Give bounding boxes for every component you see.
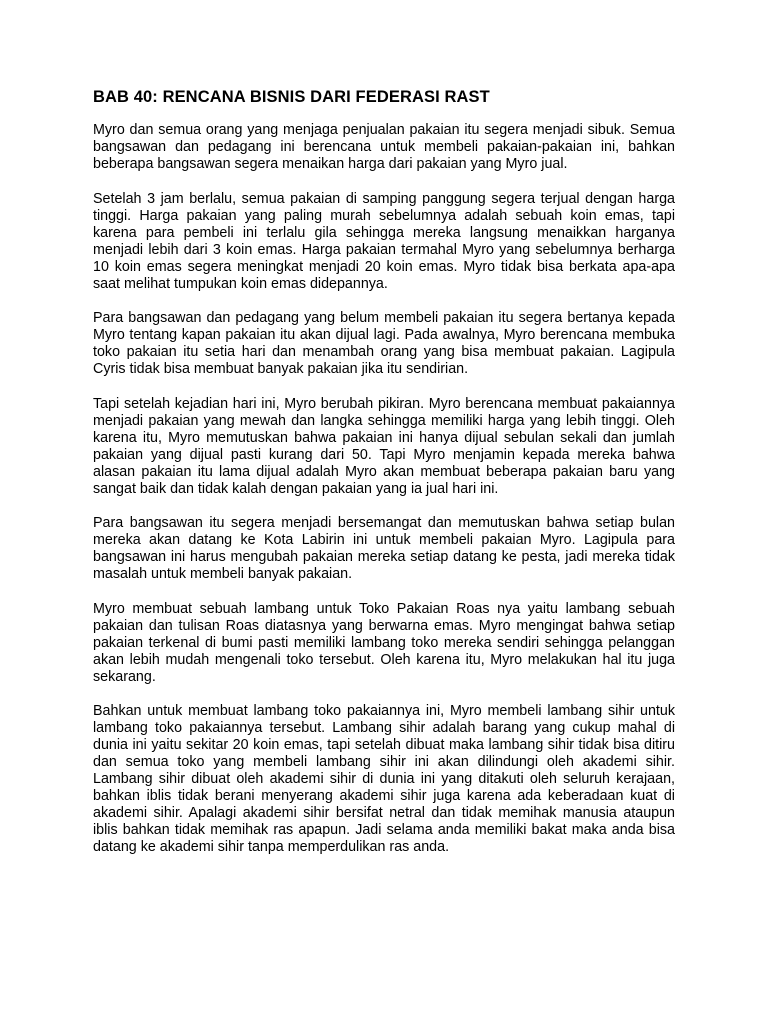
paragraph-1: Myro dan semua orang yang menjaga penjualan pakaian itu segera menjadi sibuk. Semua bangsawan dan pedagang ini berencana untuk membeli pakaian-pakaian ini, bahkan beberapa bangsawan segera menaikan harga dari pakaian yang Myro jual. (93, 122, 675, 172)
document-page (93, 87, 675, 874)
paragraph-3: Para bangsawan dan pedagang yang belum membeli pakaian itu segera bertanya kepada Myro tentang kapan pakaian itu akan dijual lagi. Pada awalnya, Myro berencana membuka toko pakaian itu setia hari dan menambah orang yang bisa membuat pakaian. Lagipula Cyris tidak bisa membuat banyak pakaian jika itu sendirian. (93, 310, 675, 377)
paragraph-4: Tapi setelah kejadian hari ini, Myro berubah pikiran. Myro berencana membuat pakaiannya menjadi pakaian yang mewah dan langka sehingga memiliki harga yang lebih tinggi. Oleh karena itu, Myro memutuskan bahwa pakaian ini hanya dijual sebulan sekali dan jumlah pakaian yang dijual pasti kurang dari 50. Tapi Myro menjamin kepada mereka bahwa alasan pakaian itu lama dijual adalah Myro akan membuat beberapa pakaian baru yang sangat baik dan tidak kalah dengan pakaian yang ia jual hari ini. (93, 395, 675, 497)
paragraph-5: Para bangsawan itu segera menjadi bersemangat dan memutuskan bahwa setiap bulan mereka akan datang ke Kota Labirin ini untuk membeli pakaian Myro. Lagipula para bangsawan ini harus mengubah pakaian mereka setiap datang ke pesta, jadi mereka tidak masalah untuk membeli banyak pakaian. (93, 515, 675, 582)
paragraph-6: Myro membuat sebuah lambang untuk Toko Pakaian Roas nya yaitu lambang sebuah pakaian dan tulisan Roas diatasnya yang berwarna emas. Myro mengingat bahwa setiap pakaian terkenal di bumi pasti memiliki lambang toko mereka sendiri sehingga pelanggan akan lebih mudah mengenali toko tersebut. Oleh karena itu, Myro melakukan hal itu juga sekarang. (93, 600, 675, 685)
paragraph-7: Bahkan untuk membuat lambang toko pakaiannya ini, Myro membeli lambang sihir untuk lambang toko pakaiannya tersebut. Lambang sihir adalah barang yang cukup mahal di dunia ini yaitu sekitar 20 koin emas, tapi setelah dibuat maka lambang sihir tidak bisa ditiru dan semua toko yang membeli lambang sihir ini akan dilindungi oleh akademi sihir. Lambang sihir dibuat oleh akademi sihir di dunia ini yang ditakuti oleh seluruh kerajaan, bahkan iblis tidak berani menyerang akademi sihir juga karena ada keberadaan kuat di akademi sihir. Apalagi akademi sihir bersifat netral dan tidak memihak manusia ataupun iblis bahkan tidak memihak ras apapun. Jadi selama anda memiliki bakat maka anda bisa datang ke akademi sihir tanpa memperdulikan ras anda. (93, 703, 675, 855)
chapter-title: BAB 40: RENCANA BISNIS DARI FEDERASI RAST (93, 88, 490, 106)
paragraph-2: Setelah 3 jam berlalu, semua pakaian di samping panggung segera terjual dengan harga tinggi. Harga pakaian yang paling murah sebelumnya adalah sebuah koin emas, tapi karena para pembeli ini terlalu gila sehingga mereka langsung menaikkan harganya menjadi lebih dari 3 koin emas. Harga pakaian termahal Myro yang sebelumnya berharga 10 koin emas segera meningkat menjadi 20 koin emas. Myro tidak bisa berkata apa-apa saat melihat tumpukan koin emas didepannya. (93, 190, 675, 292)
